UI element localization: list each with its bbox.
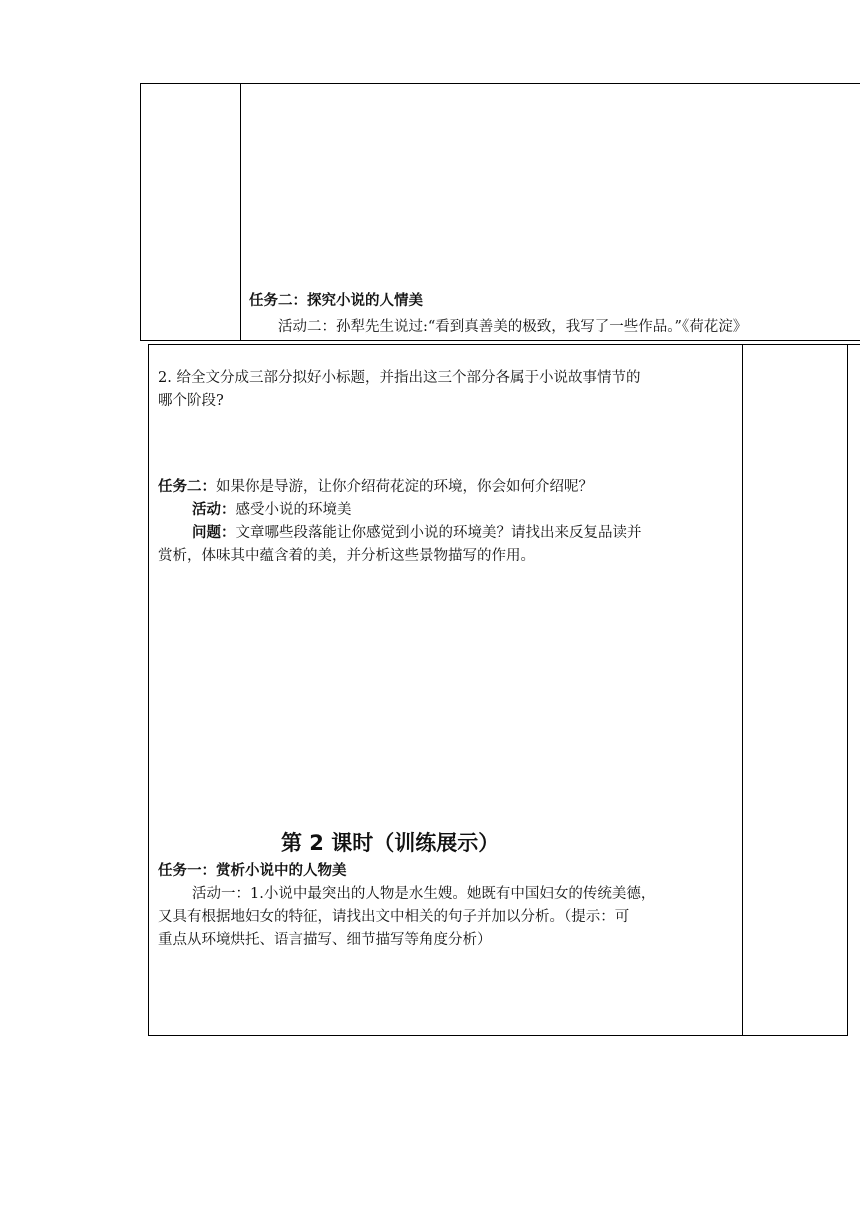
top-table-border-left bbox=[140, 83, 141, 341]
lesson2-heading: 第 2 课时（训练展示） bbox=[281, 831, 500, 855]
question2-line1: 2. 给全文分成三部分拟好小标题，并指出这三个部分各属于小说故事情节的 bbox=[158, 370, 641, 386]
main-table-divider bbox=[742, 344, 743, 1036]
question-text-line1: 文章哪些段落能让你感觉到小说的环境美？请找出来反复品读并 bbox=[235, 525, 642, 541]
task2-row bbox=[158, 478, 593, 497]
activity-text: 感受小说的环境美 bbox=[235, 502, 352, 518]
activity-label: 活动： bbox=[192, 502, 236, 518]
activity2-text: 活动二：孙犁先生说过:“看到真善美的极致，我写了一些作品。”《荷花淀》 bbox=[278, 319, 748, 335]
activity2-clip bbox=[241, 316, 860, 338]
top-table-border-bottom bbox=[140, 340, 860, 341]
main-table-border-right bbox=[847, 344, 848, 1036]
question-text-line2: 赏析，体味其中蕴含着的美，并分析这些景物描写的作用。 bbox=[158, 548, 535, 564]
question2-line2: 哪个阶段? bbox=[158, 393, 224, 409]
task1-title: 任务一：赏析小说中的人物美 bbox=[158, 863, 347, 879]
top-table-border-top bbox=[140, 83, 860, 84]
question-label: 问题： bbox=[192, 525, 236, 541]
activity1-line2: 又具有根据地妇女的特征，请找出文中相关的句子并加以分析。（提示：可 bbox=[158, 909, 630, 925]
activity-row bbox=[192, 501, 352, 520]
question-row bbox=[192, 524, 642, 543]
task2-label: 任务二： bbox=[158, 479, 216, 495]
top-table-divider bbox=[240, 83, 241, 341]
activity1-line3: 重点从环境烘托、语言描写、细节描写等角度分析） bbox=[158, 932, 492, 948]
main-table-border-left bbox=[148, 344, 149, 1036]
main-table-border-top bbox=[148, 344, 860, 345]
main-table-border-bottom bbox=[148, 1035, 848, 1036]
activity1-line1: 活动一：1.小说中最突出的人物是水生嫂。她既有中国妇女的传统美德， bbox=[192, 886, 656, 902]
task2-title: 任务二：探究小说的人情美 bbox=[249, 293, 423, 309]
task2-text: 如果你是导游，让你介绍荷花淀的环境，你会如何介绍呢？ bbox=[216, 479, 593, 495]
